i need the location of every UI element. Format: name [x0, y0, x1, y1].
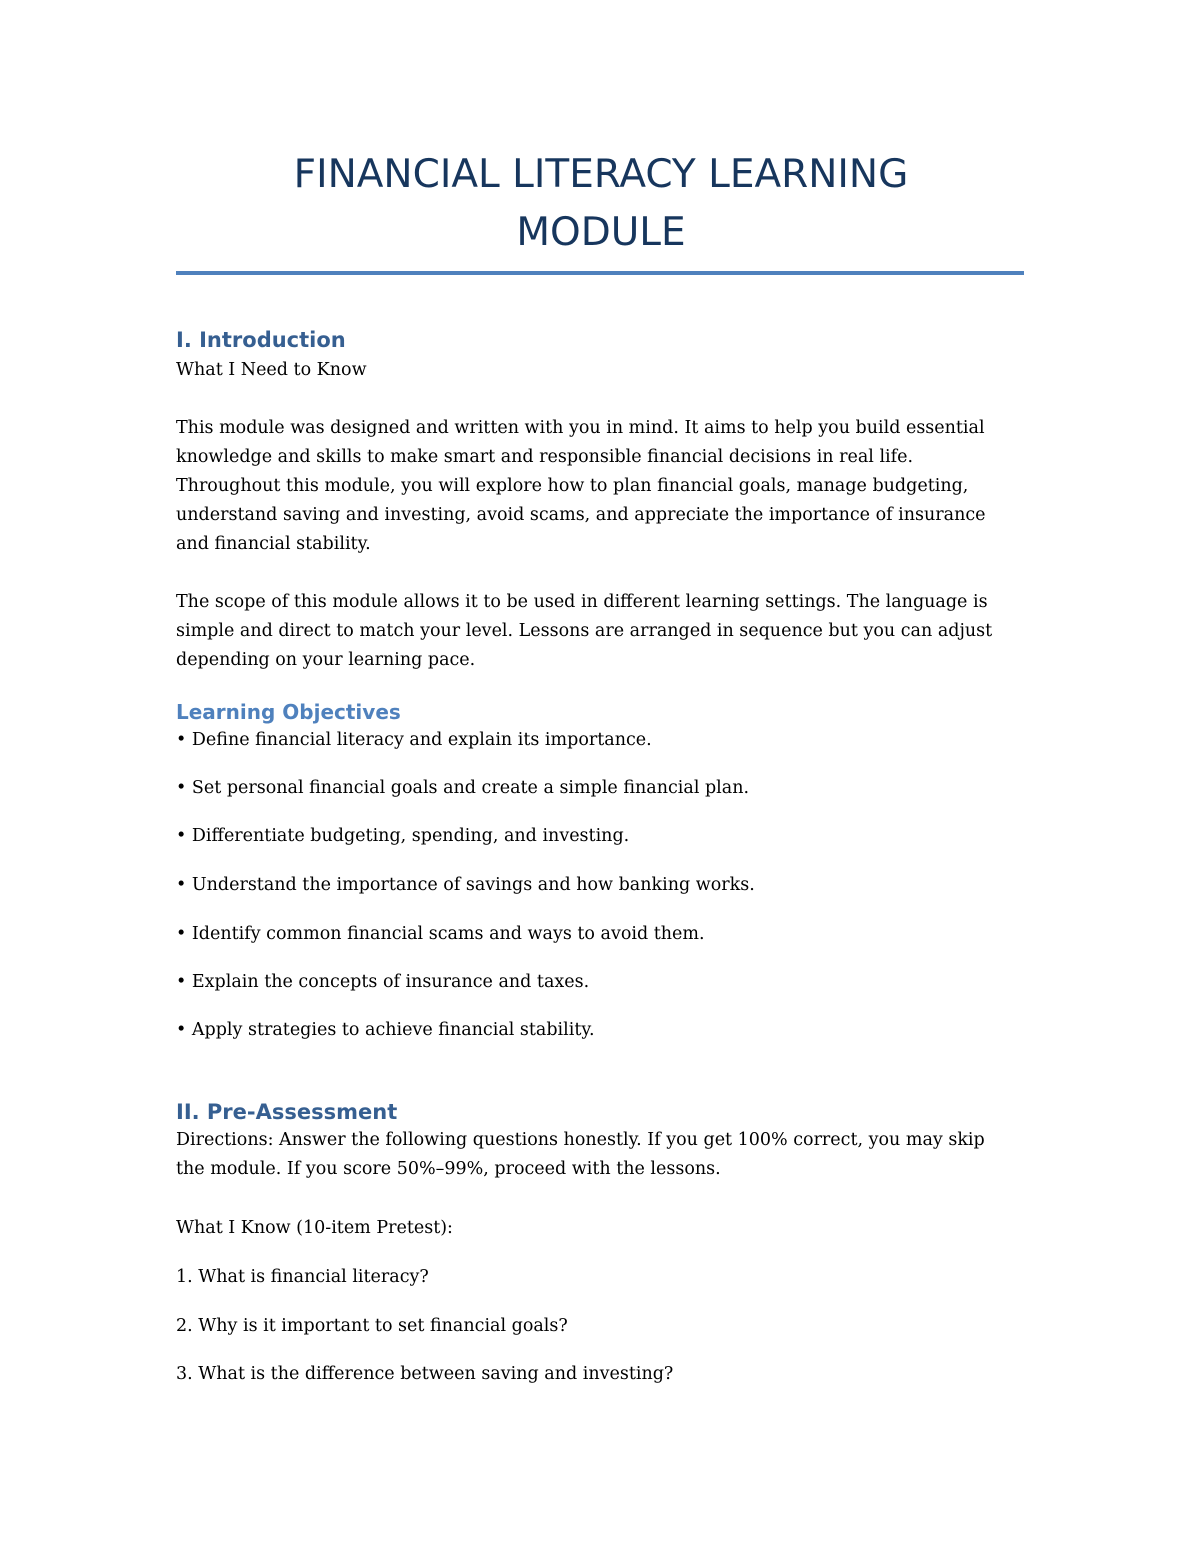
- paragraph-line: knowledge and skills to make smart and responsible financial decisions in real life.: [176, 447, 914, 467]
- introduction-paragraph-1: [176, 414, 1026, 559]
- objective-item: • Apply strategies to achieve financial stability.: [176, 1020, 595, 1040]
- paragraph-line: simple and direct to match your level. Lessons are arranged in sequence but you can adjust: [176, 621, 993, 641]
- objective-item: • Explain the concepts of insurance and taxes.: [176, 972, 590, 992]
- document-title: [176, 146, 1026, 262]
- objective-item: • Set personal financial goals and create a simple financial plan.: [176, 778, 750, 798]
- paragraph-line: depending on your learning pace.: [176, 650, 476, 670]
- learning-objectives-heading: Learning Objectives: [176, 700, 401, 724]
- pretest-question: 3. What is the difference between saving and investing?: [176, 1364, 674, 1384]
- paragraph-line: Throughout this module, you will explore how to plan financial goals, manage budgeting,: [176, 476, 969, 496]
- document-title-line-1: FINANCIAL LITERACY LEARNING: [293, 152, 909, 197]
- paragraph-line: The scope of this module allows it to be used in different learning settings. The language is: [176, 592, 988, 612]
- document-page: [176, 0, 1026, 1553]
- paragraph-line: This module was designed and written with you in mind. It aims to help you build essential: [176, 418, 985, 438]
- pre-assessment-directions: [176, 1126, 1026, 1184]
- objective-item: • Identify common financial scams and ways to avoid them.: [176, 924, 705, 944]
- pre-assessment-heading: II. Pre-Assessment: [176, 1100, 398, 1124]
- paragraph-line: Directions: Answer the following questions honestly. If you get 100% correct, you may skip: [176, 1130, 985, 1150]
- pretest-question: 2. Why is it important to set financial goals?: [176, 1316, 568, 1336]
- pretest-label: What I Know (10-item Pretest):: [176, 1218, 453, 1238]
- paragraph-line: the module. If you score 50%–99%, proceed with the lessons.: [176, 1159, 721, 1179]
- introduction-heading: I. Introduction: [176, 328, 346, 352]
- pretest-question: 1. What is financial literacy?: [176, 1267, 429, 1287]
- objective-item: • Differentiate budgeting, spending, and investing.: [176, 826, 630, 846]
- objective-item: • Define financial literacy and explain its importance.: [176, 730, 652, 750]
- title-underline-rule: [176, 271, 1024, 275]
- objective-item: • Understand the importance of savings and how banking works.: [176, 875, 755, 895]
- introduction-subheading: What I Need to Know: [176, 360, 367, 380]
- introduction-paragraph-2: [176, 588, 1026, 675]
- paragraph-line: understand saving and investing, avoid scams, and appreciate the importance of insurance: [176, 505, 986, 525]
- paragraph-line: and financial stability.: [176, 534, 371, 554]
- document-title-line-2: MODULE: [516, 210, 686, 255]
